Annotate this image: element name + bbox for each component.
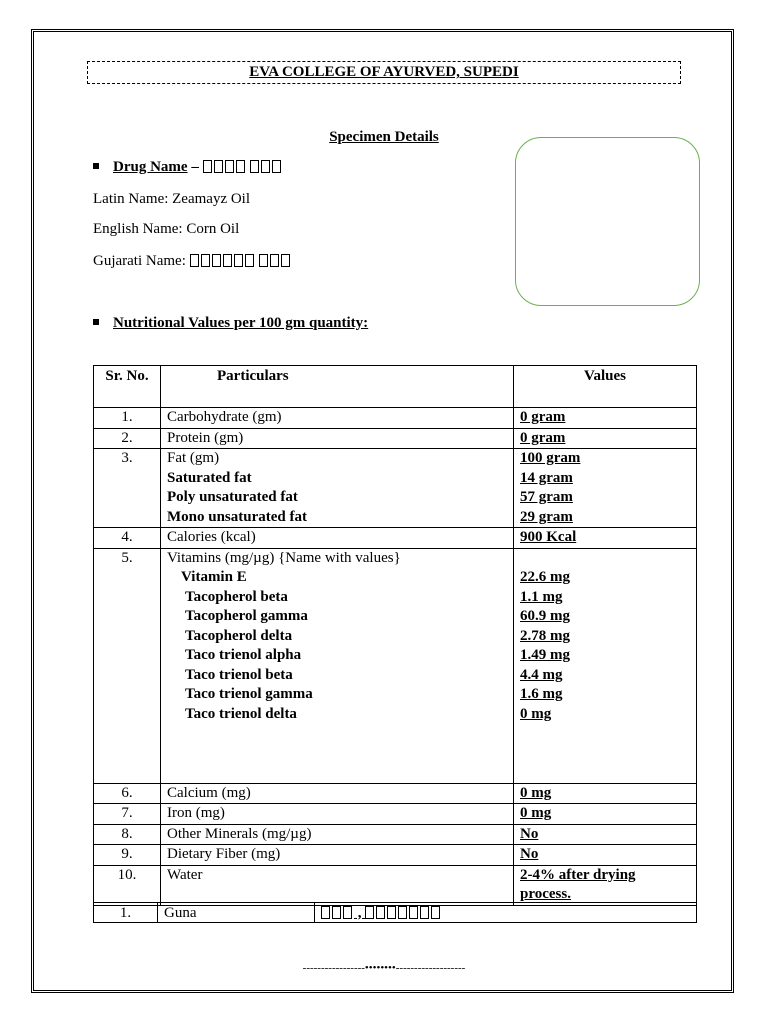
particular-item: Protein (gm) [167, 429, 244, 446]
value-item: 1.6 mg [520, 686, 563, 702]
table-row [94, 428, 697, 449]
serial-number: 1. [94, 408, 161, 429]
value-item: No [520, 825, 539, 842]
particulars-cell [161, 408, 514, 429]
serial-number: 8. [94, 824, 161, 845]
missing-glyph-box [214, 160, 223, 173]
value-item: process. [520, 886, 571, 902]
value-item: 22.6 mg [520, 569, 570, 585]
particular-item: Mono unsaturated fat [167, 508, 308, 525]
values-cell [514, 845, 697, 866]
missing-glyph-box [259, 254, 268, 267]
nutrition-heading-line [93, 315, 368, 332]
drug-name-dash: – [187, 159, 203, 175]
missing-glyph-box [281, 254, 290, 267]
particular-item: Water [167, 866, 203, 883]
particulars-cell [161, 428, 514, 449]
missing-glyph-box [332, 906, 341, 919]
table-header-row [94, 366, 697, 408]
english-name: English Name: Corn Oil [93, 221, 240, 237]
glyph-separator: , [354, 904, 366, 921]
values-cell [514, 428, 697, 449]
latin-name: Latin Name: Zeamayz Oil [93, 191, 251, 207]
value-item: 29 gram [520, 508, 573, 525]
values-cell [514, 548, 697, 783]
missing-glyph-box [420, 906, 429, 919]
nutrition-heading: Nutritional Values per 100 gm quantity: [113, 315, 369, 331]
value-item: 2.78 mg [520, 627, 570, 644]
guna-value [315, 903, 697, 923]
table-row [94, 845, 697, 866]
particular-item: Other Minerals (mg/µg) [167, 825, 312, 842]
drug-name-line [93, 159, 283, 176]
particular-item: Dietary Fiber (mg) [167, 846, 281, 862]
serial-number: 10. [94, 865, 161, 905]
particulars-cell [161, 449, 514, 528]
gujarati-name-line [93, 253, 292, 270]
value-item: 1.1 mg [520, 588, 563, 605]
value-item: No [520, 846, 539, 862]
missing-glyph-box [234, 254, 243, 267]
particulars-cell [161, 548, 514, 783]
missing-glyph-box [250, 160, 259, 173]
missing-glyph-box [201, 254, 210, 267]
missing-glyph-box [212, 254, 221, 267]
missing-glyph-box [236, 160, 245, 173]
value-item: 900 Kcal [520, 529, 577, 545]
value-item: 0 gram [520, 409, 566, 425]
missing-glyph-box [272, 160, 281, 173]
particulars-cell [161, 528, 514, 549]
serial-number: 5. [94, 548, 161, 783]
college-title: EVA COLLEGE OF AYURVED, SUPEDI [87, 61, 681, 84]
missing-glyph-box [387, 906, 396, 919]
value-item: 1.49 mg [520, 647, 570, 663]
table-row [94, 528, 697, 549]
guna-table [93, 902, 697, 923]
value-item: 0 gram [520, 429, 566, 446]
value-item: 2-4% after drying [520, 866, 636, 883]
table-row [94, 783, 697, 804]
table-row [94, 824, 697, 845]
missing-glyph-box [225, 160, 234, 173]
serial-number: 9. [94, 845, 161, 866]
serial-number: 7. [94, 804, 161, 825]
missing-glyph-box [261, 160, 270, 173]
values-cell [514, 783, 697, 804]
missing-glyph-box [365, 906, 374, 919]
value-item: 0 mg [520, 805, 552, 821]
table-row [94, 408, 697, 429]
value-item: 4.4 mg [520, 666, 563, 683]
particular-item: Calcium (mg) [167, 784, 251, 801]
serial-number: 6. [94, 783, 161, 804]
guna-label: Guna [158, 903, 315, 923]
values-cell [514, 449, 697, 528]
section-title: Specimen Details [329, 129, 439, 145]
missing-glyph-box [321, 906, 330, 919]
particular-item: Saturated fat [167, 469, 252, 486]
values-cell [514, 528, 697, 549]
particular-item: Iron (mg) [167, 805, 225, 821]
particular-item: Carbohydrate (gm) [167, 409, 282, 425]
table-row [94, 865, 697, 905]
value-item: 57 gram [520, 489, 573, 505]
table-row [94, 804, 697, 825]
serial-number: 4. [94, 528, 161, 549]
bullet-icon [93, 319, 99, 325]
particular-item: Calories (kcal) [167, 529, 256, 545]
particular-item: Taco trienol beta [185, 666, 293, 683]
footer-divider: -----------------••••••••------------------- [302, 962, 466, 974]
gujarati-name-label: Gujarati Name: [93, 253, 190, 269]
particulars-cell [161, 824, 514, 845]
value-item: 100 gram [520, 450, 581, 466]
column-header: Sr. No. [94, 366, 161, 408]
values-cell [514, 804, 697, 825]
column-header: Values [514, 366, 697, 408]
guna-sr: 1. [94, 903, 158, 923]
missing-glyph-box [223, 254, 232, 267]
particular-item: Tacopherol gamma [185, 608, 308, 624]
nutrition-table [93, 365, 697, 906]
particular-item: Fat (gm) [167, 450, 220, 466]
missing-glyph-box [270, 254, 279, 267]
particulars-cell [161, 865, 514, 905]
guna-row [94, 903, 697, 923]
value-item: 0 mg [520, 705, 552, 722]
missing-glyph-box [343, 906, 352, 919]
particular-item: Taco trienol gamma [185, 686, 313, 702]
particulars-cell [161, 845, 514, 866]
table-row [94, 449, 697, 528]
values-cell [514, 408, 697, 429]
missing-glyph-box [376, 906, 385, 919]
particular-item: Vitamins (mg/µg) {Name with values} [167, 549, 401, 566]
particular-item: Vitamin E [181, 569, 247, 585]
serial-number: 2. [94, 428, 161, 449]
particulars-cell [161, 783, 514, 804]
particular-item: Taco trienol alpha [185, 647, 302, 663]
value-item: 0 mg [520, 784, 552, 801]
missing-glyph-box [398, 906, 407, 919]
value-item: 60.9 mg [520, 608, 570, 624]
table-row [94, 548, 697, 783]
missing-glyph-box [431, 906, 440, 919]
particular-item: Tacopherol delta [185, 627, 293, 644]
particulars-cell [161, 804, 514, 825]
missing-glyph-box [190, 254, 199, 267]
specimen-photo-frame [515, 137, 700, 306]
missing-glyph-box [203, 160, 212, 173]
particular-item: Poly unsaturated fat [167, 489, 298, 505]
gujarati-name-value [190, 253, 293, 269]
value-item: 14 gram [520, 469, 573, 486]
particular-item: Tacopherol beta [185, 588, 288, 605]
column-header: Particulars [161, 366, 514, 408]
missing-glyph-box [409, 906, 418, 919]
value-item [520, 549, 690, 569]
bullet-icon [93, 163, 99, 169]
drug-name-value [203, 159, 284, 175]
values-cell [514, 865, 697, 905]
values-cell [514, 824, 697, 845]
particular-item: Taco trienol delta [185, 705, 297, 722]
drug-name-label: Drug Name [113, 159, 188, 175]
serial-number: 3. [94, 449, 161, 528]
missing-glyph-box [245, 254, 254, 267]
